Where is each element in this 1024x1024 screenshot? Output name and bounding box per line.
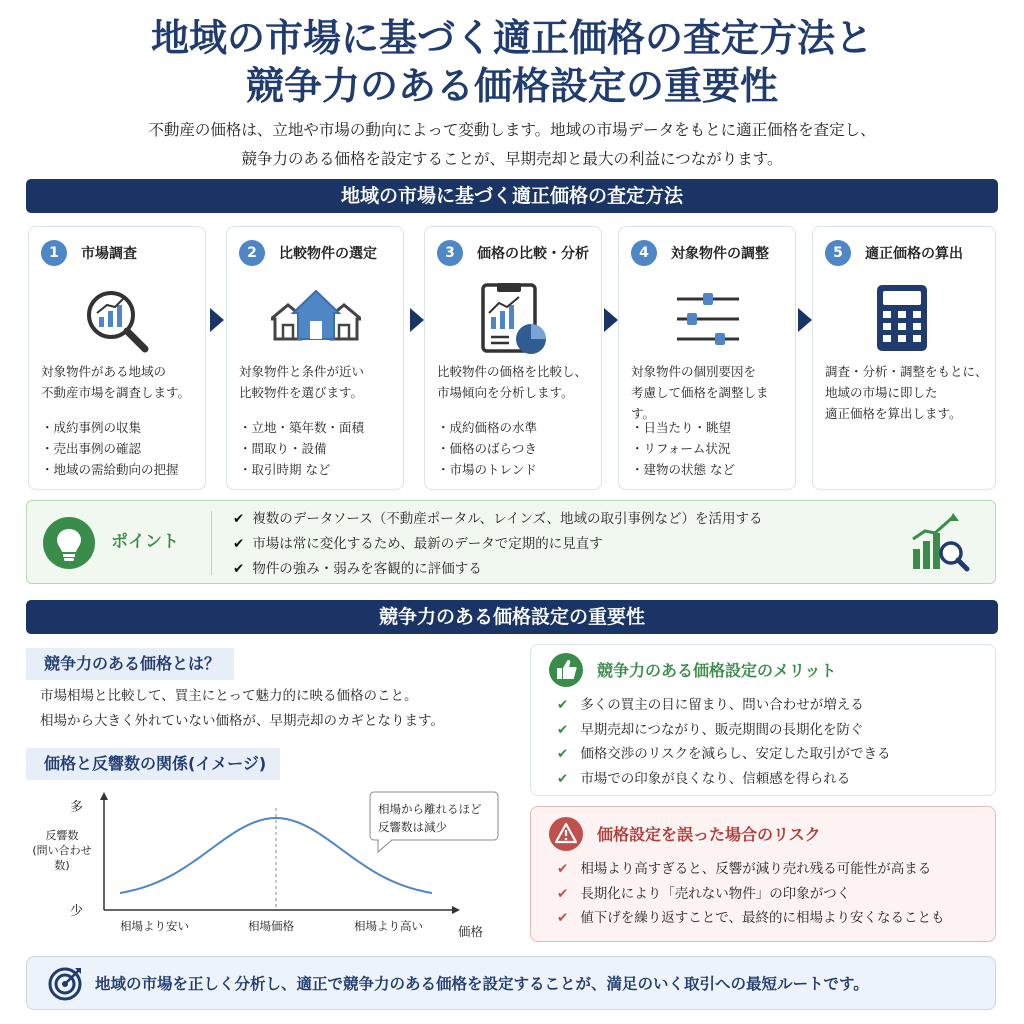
step-card-1 xyxy=(28,226,206,490)
step-description: 比較物件の価格を比較し、 市場傾向を分析します。 xyxy=(437,364,588,400)
step-number: 1 xyxy=(41,240,67,266)
intro-line1: 不動産の価格は、立地や市場の動向によって変動します。地域の市場データをもとに適正価格を査定し、 xyxy=(148,121,876,139)
list-item: ✔ 市場での印象が良くなり、信頼感を得られる xyxy=(557,767,891,792)
step-bullets xyxy=(239,417,397,480)
step-bullets xyxy=(41,417,199,480)
list-item: ✔ 早期売却につながり、販売期間の長期化を防ぐ xyxy=(557,718,891,743)
footer-banner xyxy=(26,956,996,1010)
step-card-3 xyxy=(424,226,602,490)
page-title-line2: 競争力のある価格設定の重要性 xyxy=(245,64,778,108)
growth-chart-magnifier-icon xyxy=(909,511,973,575)
intro-line2: 競争力のある価格を設定することが、早期売却と最大の利益につながります。 xyxy=(241,150,783,168)
risk-list xyxy=(557,857,945,931)
step-arrow-icon xyxy=(210,308,224,332)
houses-icon xyxy=(271,283,361,357)
list-item: ・ リフォーム状況 xyxy=(631,438,789,459)
callout-text xyxy=(378,800,494,836)
step-bullets xyxy=(631,417,789,480)
divider xyxy=(211,511,212,575)
thumbs-up-icon xyxy=(549,653,583,687)
competitive-heading: 競争力のある価格とは？ xyxy=(26,648,234,680)
lightbulb-icon xyxy=(43,517,95,569)
competitive-line1: 市場相場と比較して、買主にとって魅力的に映る価格のこと。 xyxy=(40,688,418,704)
risk-box xyxy=(530,806,996,942)
y-axis-label-main: 反響数 xyxy=(45,829,79,842)
step-number: 2 xyxy=(239,240,265,266)
step-number: 5 xyxy=(825,240,851,266)
list-item: ・ 売出事例の確認 xyxy=(41,438,199,459)
step-arrow-icon xyxy=(604,308,618,332)
list-item: ✔ 値下げを繰り返すことで、最終的に相場より安くなることも xyxy=(557,906,945,931)
point-box xyxy=(26,500,996,584)
step-description: 調査・分析・調整をもとに、 地域の市場に即した 適正価格を算出します。 xyxy=(825,364,988,421)
list-item: ・ 立地・築年数・面積 xyxy=(239,417,397,438)
y-axis-top-label: 多 xyxy=(70,800,84,815)
y-axis-label xyxy=(32,828,92,873)
intro-text xyxy=(0,116,1024,174)
list-item: ✔ 価格交渉のリスクを減らし、安定した取引ができる xyxy=(557,742,891,767)
list-item: ✔ 物件の強み・弱みを客観的に評価する xyxy=(233,557,762,582)
clipboard-chart-icon xyxy=(469,283,559,357)
page-title xyxy=(0,14,1024,110)
step-title: 対象物件の調整 xyxy=(671,246,769,262)
point-label: ポイント xyxy=(111,532,179,552)
merit-title: 競争力のある価格設定のメリット xyxy=(597,661,837,680)
step-card-2 xyxy=(226,226,404,490)
response-chart xyxy=(26,788,506,948)
list-item: ・ 地域の需給動向の把握 xyxy=(41,459,199,480)
step-title: 適正価格の算出 xyxy=(865,246,963,262)
step-title: 比較物件の選定 xyxy=(279,246,377,262)
step-card-5 xyxy=(812,226,996,490)
list-item: ✔ 長期化により「売れない物件」の印象がつく xyxy=(557,882,945,907)
x-tick-label: 相場価格 xyxy=(248,919,294,933)
list-item: ・ 成約価格の水準 xyxy=(437,417,595,438)
competitive-line2: 相場から大きく外れていない価格が、早期売却のカギとなります。 xyxy=(40,713,444,729)
competitive-description xyxy=(40,684,444,734)
risk-title: 価格設定を誤った場合のリスク xyxy=(597,825,821,844)
section1-header: 地域の市場に基づく適正価格の査定方法 xyxy=(26,179,998,213)
list-item: ・ 市場のトレンド xyxy=(437,459,595,480)
y-axis-bottom-label: 少 xyxy=(70,904,84,919)
list-item: ・ 日当たり・眺望 xyxy=(631,417,789,438)
y-axis-label-sub: (問い合わせ数) xyxy=(32,844,92,872)
step-description: 対象物件の個別要因を 考慮して価格を調整します。 xyxy=(631,364,769,421)
calculator-icon xyxy=(857,283,947,357)
list-item: ✔ 複数のデータソース（不動産ポータル、レインズ、地域の取引事例など）を活用する xyxy=(233,507,762,532)
step-card-4 xyxy=(618,226,796,490)
sliders-icon xyxy=(663,283,753,357)
step-title: 市場調査 xyxy=(81,246,137,262)
list-item: ✔ 市場は常に変化するため、最新のデータで定期的に見直す xyxy=(233,532,762,557)
target-icon xyxy=(47,966,83,1002)
list-item: ・ 価格のばらつき xyxy=(437,438,595,459)
step-number: 4 xyxy=(631,240,657,266)
callout-line1: 相場から離れるほど xyxy=(378,802,482,816)
step-arrow-icon xyxy=(798,308,812,332)
list-item: ✔ 多くの買主の目に留まり、問い合わせが増える xyxy=(557,693,891,718)
section2-header: 競争力のある価格設定の重要性 xyxy=(26,600,998,634)
list-item: ・ 成約事例の収集 xyxy=(41,417,199,438)
step-description: 対象物件がある地域の 不動産市場を調査します。 xyxy=(41,364,191,400)
page-title-line1: 地域の市場に基づく適正価格の査定方法と xyxy=(150,16,873,60)
footer-text: 地域の市場を正しく分析し、適正で競争力のある価格を設定することが、満足のいく取引への最短ルートです。 xyxy=(95,975,869,993)
point-list xyxy=(233,507,762,582)
callout-line2: 反響数は減少 xyxy=(378,820,447,834)
warning-icon xyxy=(549,817,583,851)
step-number: 3 xyxy=(437,240,463,266)
merit-box xyxy=(530,644,996,796)
x-axis-arrow-icon xyxy=(452,906,460,914)
list-item: ・ 建物の状態 など xyxy=(631,459,789,480)
y-axis-arrow-icon xyxy=(100,792,108,800)
step-title: 価格の比較・分析 xyxy=(477,246,589,262)
step-arrow-icon xyxy=(410,308,424,332)
x-tick-label: 相場より高い xyxy=(354,919,423,933)
callout-pointer xyxy=(378,840,392,852)
list-item: ・ 間取り・設備 xyxy=(239,438,397,459)
step-description: 対象物件と条件が近い 比較物件を選びます。 xyxy=(239,364,365,400)
step-bullets xyxy=(437,417,595,480)
x-tick-label: 相場より安い xyxy=(120,919,189,933)
magnifier-chart-icon xyxy=(73,283,163,357)
chart-heading: 価格と反響数の関係(イメージ) xyxy=(26,748,280,780)
list-item: ✔ 相場より高すぎると、反響が減り売れ残る可能性が高まる xyxy=(557,857,945,882)
list-item: ・ 取引時期 など xyxy=(239,459,397,480)
merit-list xyxy=(557,693,891,791)
x-axis-label: 価格 xyxy=(458,924,484,939)
